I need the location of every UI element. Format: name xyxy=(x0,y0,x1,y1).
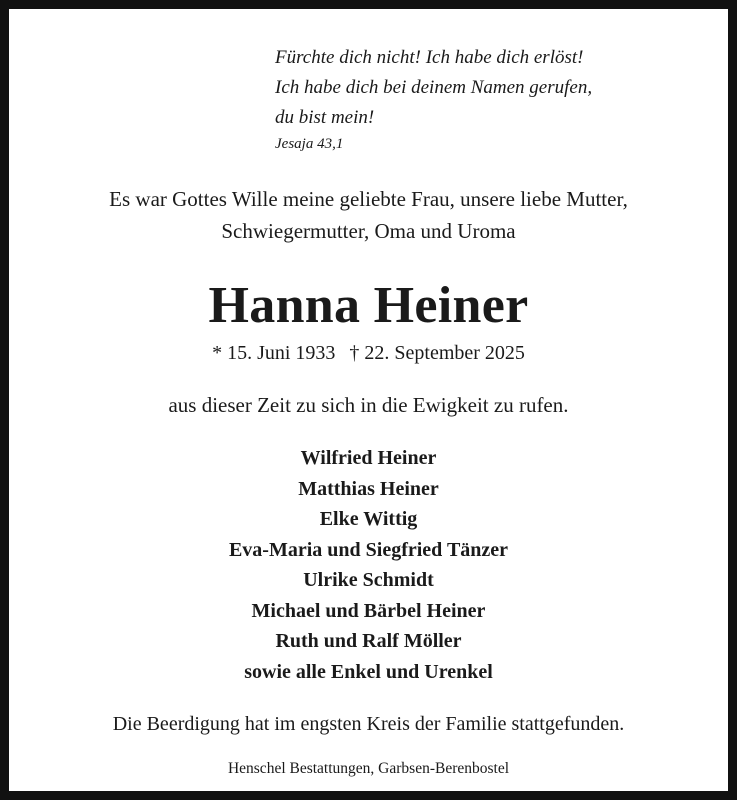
intro-line: Schwiegermutter, Oma und Uroma xyxy=(221,219,516,243)
mourner-name: Eva-Maria und Siegfried Tänzer xyxy=(228,538,509,561)
death-date: † 22. September 2025 xyxy=(349,342,525,364)
verse-reference: Jesaja 43,1 xyxy=(275,136,344,152)
life-dates xyxy=(9,338,728,368)
mourner-name: Ruth und Ralf Möller xyxy=(275,630,462,652)
birth-date: * 15. Juni 1933 xyxy=(212,342,336,364)
mourners-list xyxy=(9,443,728,687)
verse-line: Fürchte dich nicht! Ich habe dich erlöst! xyxy=(275,47,584,68)
mourner-name: sowie alle Enkel und Urenkel xyxy=(244,660,493,683)
mourner-name: Matthias Heiner xyxy=(298,477,439,500)
verse-line: du bist mein! xyxy=(275,107,375,128)
deceased-name: Hanna Heiner xyxy=(208,277,529,334)
closing-text: aus dieser Zeit zu sich in die Ewigkeit zu rufen. xyxy=(168,393,569,417)
burial-note: Die Beerdigung hat im engsten Kreis der Familie stattgefunden. xyxy=(112,713,625,735)
verse-line: Ich habe dich bei deinem Namen gerufen, xyxy=(275,77,593,98)
mourner-name: Elke Wittig xyxy=(319,508,418,530)
mourner-name: Michael und Bärbel Heiner xyxy=(251,599,486,622)
mourner-name: Wilfried Heiner xyxy=(300,447,437,469)
bible-verse xyxy=(275,43,592,154)
mourner-name: Ulrike Schmidt xyxy=(303,569,434,591)
intro-line: Es war Gottes Wille meine geliebte Frau, unsere liebe Mutter, xyxy=(109,187,628,211)
intro-text xyxy=(9,183,728,247)
undertaker-credit: Henschel Bestattungen, Garbsen-Berenbostel xyxy=(227,760,510,777)
